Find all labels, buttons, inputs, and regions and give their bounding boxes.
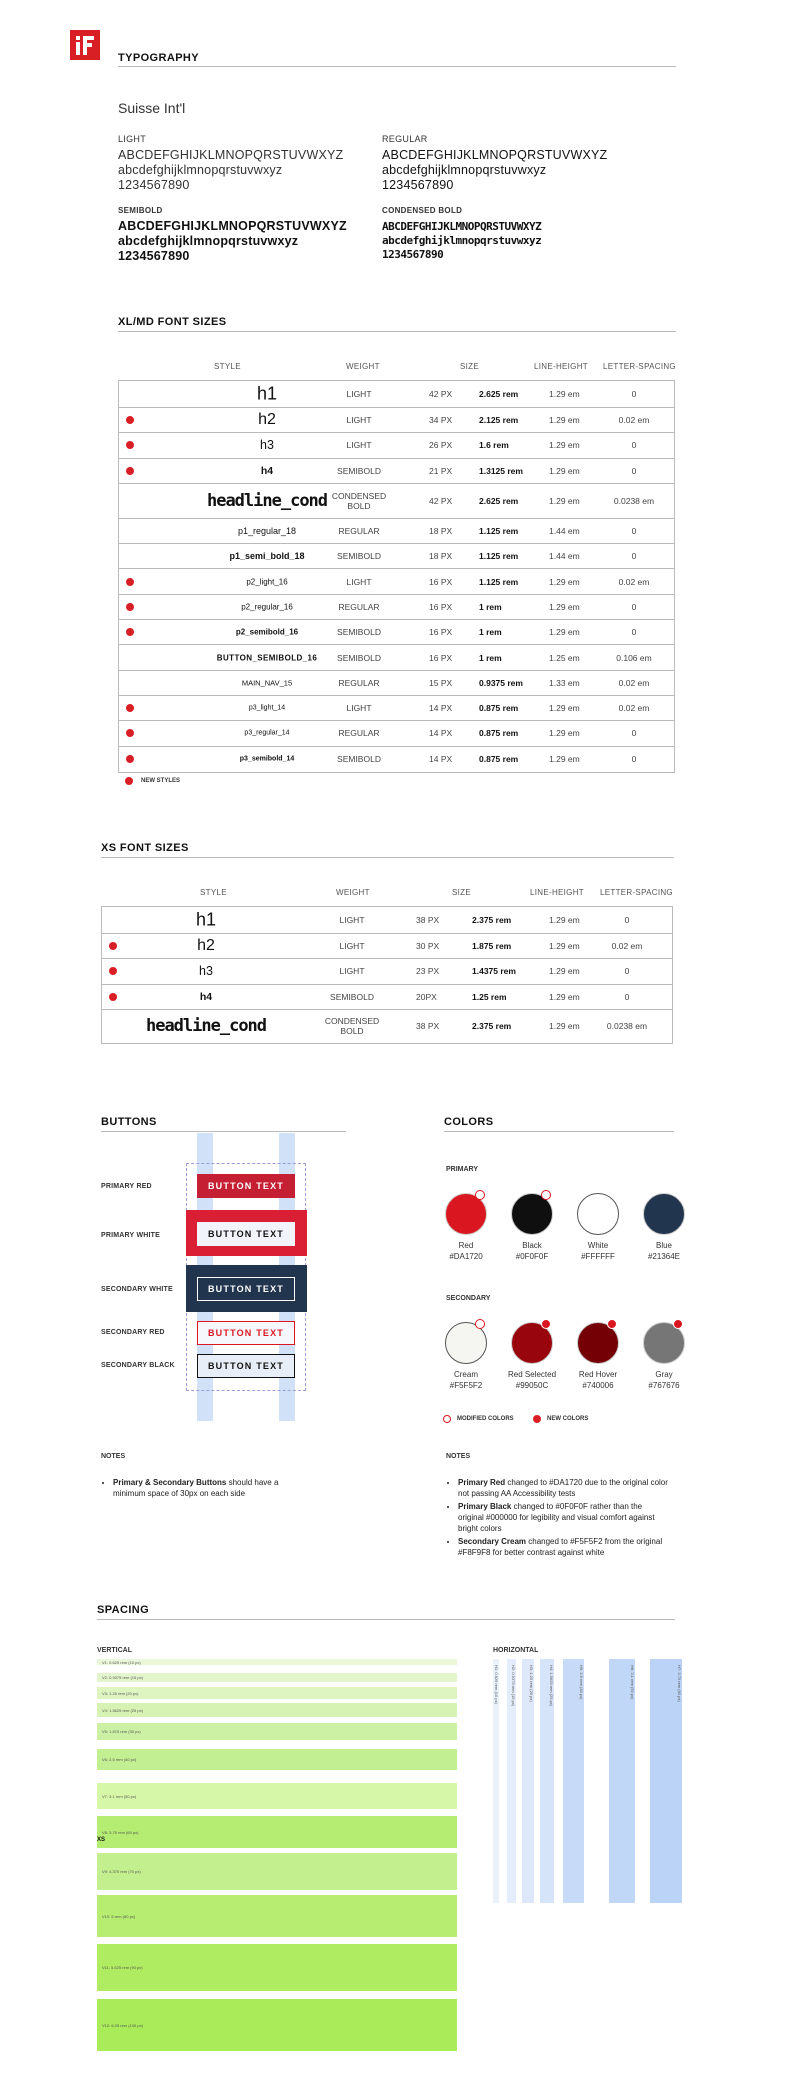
modified-color-marker (475, 1319, 485, 1329)
new-style-dot (109, 967, 117, 975)
vertical-spacing-bar: V1: 0.625 rem (10 px) (97, 1659, 457, 1665)
spacing-horizontal-label: HORIZONTAL (493, 1647, 539, 1654)
row-weight: REGULAR (338, 601, 380, 612)
header-weight: WEIGHT (336, 888, 370, 897)
row-style: h3 (199, 964, 213, 979)
color-hex: #21364E (647, 1252, 681, 1261)
row-style: p2_semibold_16 (235, 627, 299, 637)
row-style: p3_semibold_14 (239, 755, 295, 763)
row-rem: 1.125 rem (479, 526, 519, 537)
type-group-label: SEMIBOLD (118, 206, 163, 215)
row-rem: 0.9375 rem (479, 677, 523, 688)
table-row (119, 484, 674, 519)
spacing-title: SPACING (97, 1604, 150, 1616)
header-line-height: LINE-HEIGHT (530, 888, 584, 897)
row-line-height: 1.29 em (549, 389, 580, 399)
note-item (113, 1477, 313, 1499)
xlmd-table-header (0, 362, 795, 372)
color-hex: #740006 (582, 1381, 614, 1390)
table-row (102, 1010, 672, 1043)
color-hex: #DA1720 (449, 1252, 483, 1261)
type-lower: abcdefghijklmnopqrstuvwxyz (382, 234, 542, 247)
row-rem: 2.125 rem (479, 415, 519, 426)
row-style: headline_cond (206, 490, 328, 511)
row-line-height: 1.29 em (549, 754, 580, 765)
row-letter-spacing: 0.0238 em (606, 1021, 648, 1032)
vertical-spacing-bar: V3: 1.25 rem (20 px) (97, 1687, 457, 1699)
horizontal-spacing-bar: H6: 3.1 rem (50 px) (609, 1659, 635, 1903)
divider (118, 331, 676, 332)
new-style-dot (125, 777, 133, 785)
table-row (119, 459, 674, 484)
row-line-height: 1.29 em (549, 966, 580, 977)
row-rem: 1.125 rem (479, 576, 519, 587)
row-style: h3 (260, 438, 274, 453)
primary-swatches (426, 1193, 696, 1263)
color-swatch (643, 1193, 685, 1235)
row-px: 14 PX (429, 754, 453, 765)
row-line-height: 1.33 em (549, 677, 580, 688)
row-letter-spacing: 0.02 em (618, 576, 650, 587)
row-line-height: 1.29 em (549, 440, 580, 451)
new-style-dot (126, 755, 134, 763)
row-weight: LIGHT (346, 703, 372, 714)
table-row (102, 985, 672, 1010)
color-name: Gray (655, 1370, 673, 1379)
row-letter-spacing: 0.02 em (618, 703, 650, 714)
buttons-notes (103, 1477, 313, 1501)
divider (97, 1619, 675, 1620)
row-rem: 1.3125 rem (479, 465, 523, 476)
horizontal-spacing-bar: H7: 3.75 rem (60 px) (650, 1659, 682, 1903)
row-style: h4 (199, 990, 213, 1003)
xs-marker: XS (97, 1837, 106, 1843)
new-color-marker (533, 1415, 541, 1423)
new-style-dot (126, 416, 134, 424)
typography-title: TYPOGRAPHY (118, 52, 200, 64)
vertical-spacing-bar: V10: 5 rem (80 px) (97, 1895, 457, 1937)
color-hex: #99050C (515, 1381, 549, 1390)
row-weight: SEMIBOLD (337, 465, 381, 476)
row-letter-spacing: 0 (631, 389, 637, 399)
colors-notes-title: NOTES (446, 1453, 471, 1460)
table-row (102, 907, 672, 934)
vertical-spacing-bar: V11: 5.625 rem (90 px) (97, 1944, 457, 1991)
row-style: p1_semi_bold_18 (229, 551, 305, 562)
row-line-height: 1.29 em (549, 495, 580, 506)
row-style: p3_light_14 (248, 704, 286, 712)
row-line-height: 1.29 em (549, 1021, 580, 1032)
new-color-marker (607, 1319, 617, 1329)
vertical-spacing-bar: V6: 2.5 rem (40 px) (97, 1749, 457, 1770)
new-style-dot (126, 441, 134, 449)
button-label-secondary-white: SECONDARY WHITE (101, 1286, 173, 1293)
row-px: 16 PX (429, 627, 453, 638)
spacing-vertical-label: VERTICAL (97, 1647, 132, 1654)
row-px: 14 PX (429, 703, 453, 714)
table-row (119, 408, 674, 433)
row-letter-spacing: 0.0238 em (613, 495, 655, 506)
xs-title: XS FONT SIZES (101, 842, 189, 854)
new-style-dot (109, 993, 117, 1001)
row-style: BUTTON_SEMIBOLD_16 (216, 653, 318, 663)
row-weight: REGULAR (338, 526, 380, 537)
row-px: 16 PX (429, 652, 453, 663)
color-hex: #FFFFFF (581, 1252, 615, 1261)
row-px: 14 PX (429, 728, 453, 739)
row-style: h2 (197, 937, 215, 955)
new-style-dot (109, 942, 117, 950)
type-group-regular (382, 134, 607, 193)
xs-table-header (0, 888, 795, 898)
note-text: changed to #0F0F0F rather than the original #000000 for legibility and visual comfort against bright colors (458, 1502, 655, 1533)
row-style: h2 (258, 411, 276, 429)
colors-primary-label: PRIMARY (446, 1166, 479, 1173)
row-style: p3_regular_14 (244, 729, 290, 737)
table-row (119, 747, 674, 772)
modified-color-marker (475, 1190, 485, 1200)
type-upper: ABCDEFGHIJKLMNOPQRSTUVWXYZ (118, 148, 344, 162)
row-style: p2_regular_16 (241, 602, 293, 612)
button-label-primary-white: PRIMARY WHITE (101, 1232, 160, 1239)
new-style-dot (126, 467, 134, 475)
row-weight: LIGHT (346, 415, 372, 426)
row-px: 20PX (416, 991, 437, 1002)
xs-table (101, 906, 673, 1044)
type-upper: ABCDEFGHIJKLMNOPQRSTUVWXYZ (382, 148, 608, 162)
note-text: should have a minimum space of 30px on each side (113, 1478, 279, 1498)
secondary-red-button[interactable]: BUTTON TEXT (197, 1321, 295, 1345)
vertical-spacing-bar: V12: 6.25 rem (100 px) (97, 1999, 457, 2051)
divider (444, 1131, 674, 1132)
row-px: 18 PX (429, 551, 453, 562)
row-rem: 1.25 rem (472, 991, 507, 1002)
row-rem: 0.875 rem (479, 754, 519, 765)
type-group-label: LIGHT (118, 134, 147, 144)
xlmd-title: XL/MD FONT SIZES (118, 316, 227, 328)
row-style: MAIN_NAV_15 (241, 678, 293, 688)
header-letter-spacing: LETTER-SPACING (603, 362, 676, 371)
row-letter-spacing: 0 (631, 526, 637, 537)
button-label-primary-red: PRIMARY RED (101, 1183, 152, 1190)
note-item (458, 1501, 668, 1534)
secondary-swatches (426, 1322, 696, 1392)
row-weight: LIGHT (346, 440, 372, 451)
secondary-black-button[interactable]: BUTTON TEXT (197, 1354, 295, 1378)
color-hex: #0F0F0F (515, 1252, 549, 1261)
row-px: 23 PX (416, 966, 440, 977)
new-style-dot (126, 704, 134, 712)
note-bold: Secondary Cream (458, 1537, 527, 1546)
table-row (119, 671, 674, 696)
row-line-height: 1.44 em (549, 526, 580, 537)
row-rem: 2.375 rem (472, 1021, 512, 1032)
table-row (119, 645, 674, 670)
row-weight: SEMIBOLD (337, 627, 381, 638)
divider (118, 66, 676, 67)
row-px: 34 PX (429, 415, 453, 426)
type-lower: abcdefghijklmnopqrstuvwxyz (382, 163, 547, 177)
horizontal-spacing-bar: H3: 1.25 rem (20 px) (522, 1659, 534, 1903)
note-bold: Primary Black (458, 1502, 512, 1511)
row-px: 42 PX (429, 495, 453, 506)
table-row (102, 959, 672, 984)
row-line-height: 1.25 em (549, 652, 580, 663)
vertical-spacing-bar: V5: 1.875 rem (30 px) (97, 1723, 457, 1740)
note-bold: Primary Red (458, 1478, 506, 1487)
table-row (119, 595, 674, 620)
new-style-dot (126, 603, 134, 611)
type-group-label: CONDENSED BOLD (382, 206, 463, 215)
row-px: 26 PX (429, 440, 453, 451)
font-name: Suisse Int'l (118, 100, 186, 116)
new-color-marker (673, 1319, 683, 1329)
row-letter-spacing: 0 (624, 991, 630, 1002)
row-rem: 1 rem (479, 627, 502, 638)
primary-white-button[interactable]: BUTTON TEXT (197, 1222, 295, 1246)
row-px: 15 PX (429, 677, 453, 688)
note-text: changed to #F5F5F2 from the original #F8F9F8 for better contrast against white (458, 1537, 663, 1557)
row-px: 16 PX (429, 576, 453, 587)
table-row (119, 620, 674, 645)
header-size: SIZE (452, 888, 471, 897)
vertical-spacing-bar: V2: 0.9375 rem (15 px) (97, 1673, 457, 1682)
row-letter-spacing: 0 (624, 966, 630, 977)
row-line-height: 1.29 em (549, 601, 580, 612)
row-weight: SEMIBOLD (337, 754, 381, 765)
row-rem: 1.4375 rem (472, 966, 516, 977)
row-letter-spacing: 0 (631, 551, 637, 562)
row-px: 38 PX (416, 1021, 440, 1032)
row-letter-spacing: 0 (631, 728, 637, 739)
row-rem: 1.125 rem (479, 551, 519, 562)
button-label-secondary-red: SECONDARY RED (101, 1329, 165, 1336)
horizontal-spacing-bar: H4: 1.5625 rem (25 px) (540, 1659, 554, 1903)
new-style-dot (126, 578, 134, 586)
type-lower: abcdefghijklmnopqrstuvwxyz (118, 234, 299, 248)
if-logo-icon (70, 30, 100, 60)
row-letter-spacing: 0 (631, 440, 637, 451)
row-weight: LIGHT (339, 966, 365, 977)
row-weight: CONDENSED BOLD (331, 490, 387, 511)
vertical-spacing-bar: V9: 4.375 rem (70 px) (97, 1853, 457, 1890)
row-style: p1_regular_18 (237, 526, 297, 537)
row-rem: 2.625 rem (479, 389, 519, 399)
type-upper: ABCDEFGHIJKLMNOPQRSTUVWXYZ (118, 219, 347, 233)
color-name: White (587, 1241, 609, 1250)
row-line-height: 1.29 em (549, 991, 580, 1002)
type-group-semibold (118, 206, 347, 264)
table-row (119, 381, 674, 408)
row-rem: 1.875 rem (472, 941, 512, 952)
row-weight: LIGHT (346, 389, 372, 399)
color-name: Red Hover (578, 1370, 618, 1379)
row-style: p2_light_16 (246, 577, 288, 587)
row-letter-spacing: 0.02 em (618, 677, 650, 688)
color-hex: #F5F5F2 (449, 1381, 483, 1390)
row-line-height: 1.29 em (549, 576, 580, 587)
row-weight: CONDENSED BOLD (324, 1016, 380, 1037)
color-name: Red Selected (507, 1370, 557, 1379)
legend-new-colors: NEW COLORS (547, 1416, 589, 1422)
header-letter-spacing: LETTER-SPACING (600, 888, 673, 897)
header-style: STYLE (214, 362, 241, 371)
row-rem: 0.875 rem (479, 703, 519, 714)
note-item (458, 1477, 668, 1499)
row-letter-spacing: 0 (631, 627, 637, 638)
row-weight: LIGHT (346, 576, 372, 587)
row-px: 30 PX (416, 941, 440, 952)
table-row (102, 934, 672, 959)
row-weight: LIGHT (339, 915, 365, 925)
row-style: h1 (256, 383, 278, 404)
table-row (119, 569, 674, 594)
row-letter-spacing: 0.02 em (611, 941, 643, 952)
type-digits: 1234567890 (382, 178, 454, 192)
row-px: 21 PX (429, 465, 453, 476)
button-label-secondary-black: SECONDARY BLACK (101, 1362, 175, 1369)
row-px: 18 PX (429, 526, 453, 537)
table-row (119, 696, 674, 721)
color-name: Cream (453, 1370, 478, 1379)
color-name: Red (458, 1241, 474, 1250)
buttons-notes-title: NOTES (101, 1453, 126, 1460)
row-line-height: 1.29 em (549, 703, 580, 714)
legend-new-styles: NEW STYLES (141, 778, 181, 784)
type-group-condensed-bold (382, 206, 541, 262)
colors-title: COLORS (444, 1116, 494, 1128)
vertical-spacing-bar: V7: 3.1 rem (50 px) (97, 1783, 457, 1809)
color-name: Black (522, 1241, 542, 1250)
row-style: headline_cond (145, 1016, 267, 1037)
table-row (119, 519, 674, 544)
row-weight: SEMIBOLD (337, 652, 381, 663)
horizontal-spacing-bar: H2: 0.9375 rem (15 px) (507, 1659, 516, 1903)
color-hex: #767676 (648, 1381, 680, 1390)
row-line-height: 1.29 em (549, 415, 580, 426)
header-style: STYLE (200, 888, 227, 897)
type-digits: 1234567890 (118, 178, 190, 192)
type-lower: abcdefghijklmnopqrstuvwxyz (118, 163, 283, 177)
colors-secondary-label: SECONDARY (446, 1295, 491, 1302)
note-bold: Primary & Secondary Buttons (113, 1478, 227, 1487)
type-digits: 1234567890 (118, 249, 190, 263)
row-rem: 0.875 rem (479, 728, 519, 739)
row-px: 38 PX (416, 915, 440, 925)
row-weight: LIGHT (339, 941, 365, 952)
row-line-height: 1.44 em (549, 551, 580, 562)
colors-notes (448, 1477, 668, 1560)
row-rem: 2.625 rem (479, 495, 519, 506)
table-row (119, 433, 674, 458)
vertical-spacing-bar: V8: 3.75 rem (60 px) (97, 1816, 457, 1848)
header-line-height: LINE-HEIGHT (534, 362, 588, 371)
modified-color-marker (541, 1190, 551, 1200)
horizontal-spacing-bar: H5: 2.5 rem (40 px) (563, 1659, 584, 1903)
row-px: 16 PX (429, 601, 453, 612)
header-size: SIZE (460, 362, 479, 371)
row-line-height: 1.29 em (549, 627, 580, 638)
row-letter-spacing: 0 (624, 915, 630, 925)
row-px: 42 PX (429, 389, 453, 399)
row-line-height: 1.29 em (549, 915, 580, 925)
row-letter-spacing: 0 (631, 754, 637, 765)
new-color-marker (541, 1319, 551, 1329)
note-item (458, 1536, 668, 1558)
new-style-dot (126, 729, 134, 737)
row-weight: REGULAR (338, 677, 380, 688)
horizontal-spacing-bars (493, 1659, 682, 1903)
table-row (119, 721, 674, 746)
row-rem: 2.375 rem (472, 915, 512, 925)
vertical-spacing-bars (97, 1659, 457, 2059)
type-digits: 1234567890 (382, 248, 444, 261)
type-upper: ABCDEFGHIJKLMNOPQRSTUVWXYZ (382, 220, 542, 233)
new-style-dot (126, 628, 134, 636)
type-group-label: REGULAR (382, 134, 428, 144)
horizontal-spacing-bar: H1: 0.625 rem (10 px) (493, 1659, 499, 1903)
row-weight: SEMIBOLD (337, 551, 381, 562)
row-style: h4 (260, 464, 274, 477)
divider (101, 1131, 346, 1132)
row-line-height: 1.29 em (549, 941, 580, 952)
row-line-height: 1.29 em (549, 465, 580, 476)
row-rem: 1.6 rem (479, 440, 509, 451)
row-weight: SEMIBOLD (330, 991, 374, 1002)
row-style: h1 (195, 909, 217, 930)
row-weight: REGULAR (338, 728, 380, 739)
row-line-height: 1.29 em (549, 728, 580, 739)
row-letter-spacing: 0.106 em (616, 652, 652, 663)
table-row (119, 544, 674, 569)
divider (101, 857, 674, 858)
row-letter-spacing: 0.02 em (618, 415, 650, 426)
row-letter-spacing: 0 (631, 601, 637, 612)
color-name: Blue (655, 1241, 672, 1250)
color-swatch (577, 1193, 619, 1235)
note-text: changed to #DA1720 due to the original color not passing AA Accessibility tests (458, 1478, 668, 1498)
primary-red-button[interactable]: BUTTON TEXT (197, 1174, 295, 1198)
type-group-light (118, 134, 343, 193)
header-weight: WEIGHT (346, 362, 380, 371)
modified-color-marker (443, 1415, 451, 1423)
row-rem: 1 rem (479, 652, 502, 663)
xlmd-table (118, 380, 675, 773)
row-letter-spacing: 0 (631, 465, 637, 476)
buttons-title: BUTTONS (101, 1116, 157, 1128)
row-rem: 1 rem (479, 601, 502, 612)
secondary-white-button[interactable]: BUTTON TEXT (197, 1277, 295, 1301)
legend-modified-colors: MODIFIED COLORS (457, 1416, 514, 1422)
vertical-spacing-bar: V4: 1.5625 rem (25 px) (97, 1703, 457, 1717)
